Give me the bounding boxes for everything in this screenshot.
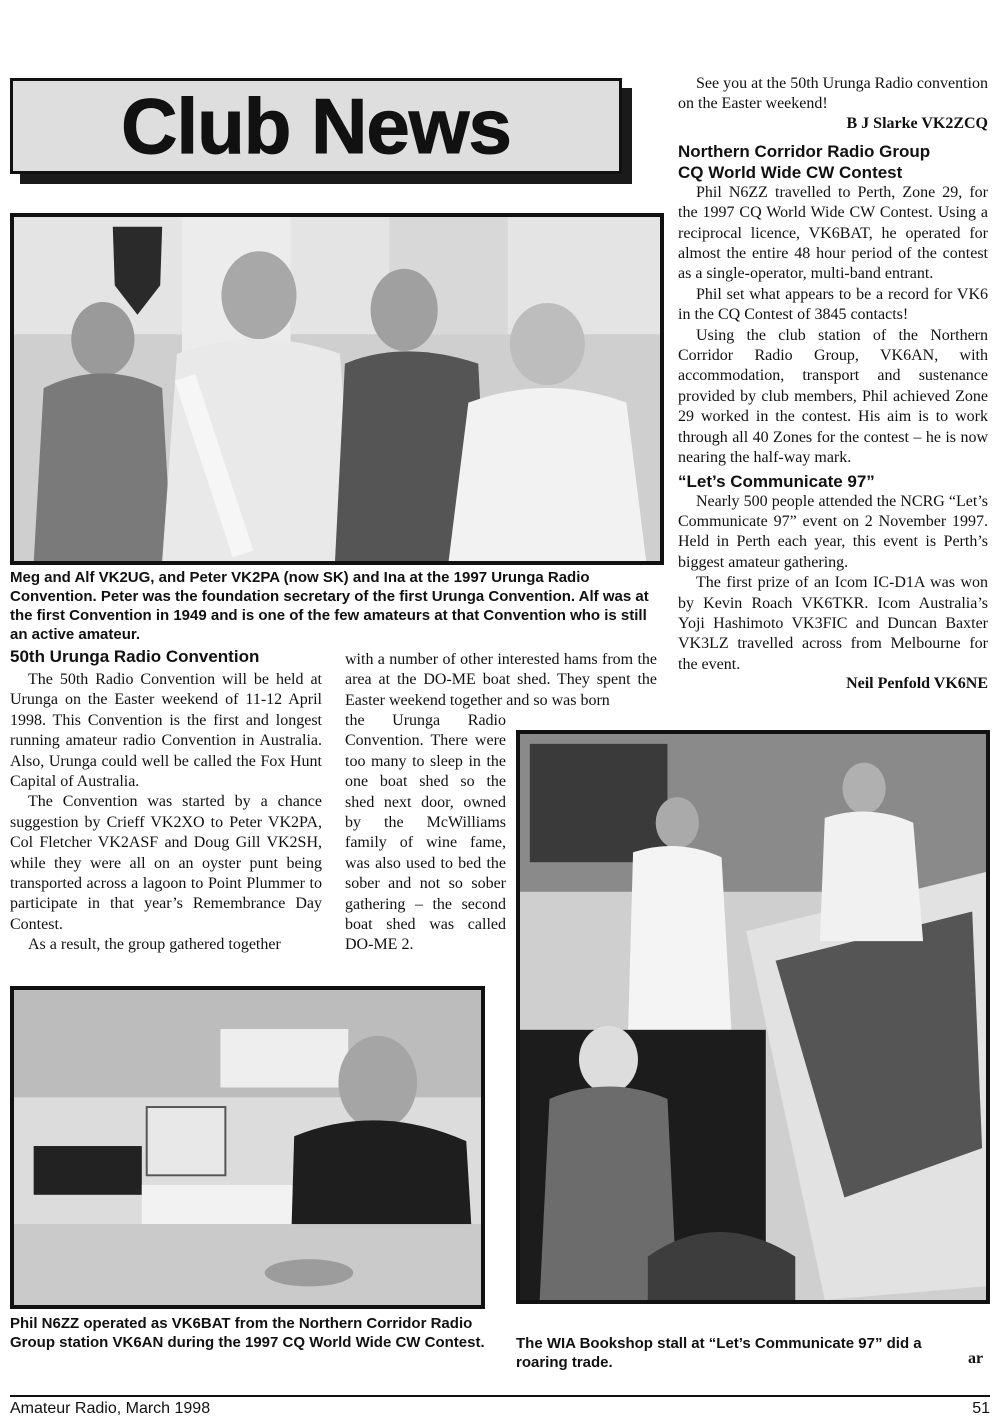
bookshop-photo-image [520, 734, 986, 1300]
operator-photo-image [14, 990, 481, 1305]
closing-text: See you at the 50th Urunga Radio convention on the Easter weekend! [678, 75, 988, 113]
ncrg-paragraph: Phil N6ZZ travelled to Perth, Zone 29, for the 1997 CQ World Wide CW Contest. Using a reciprocal licence, VK6BAT, he operated for almost the entire 48 hour period of the contest as a single-operator, multi-band entrant. [678, 183, 988, 283]
urunga-column-2-narrow [345, 711, 506, 956]
lets-communicate-heading: “Let’s Communicate 97” [678, 471, 875, 491]
urunga-column-2-wide [345, 650, 657, 711]
urunga-heading: 50th Urunga Radio Convention [10, 647, 260, 666]
lc-paragraph: The first prize of an Icom IC-D1A was won by Kevin Roach VK6TKR. Icom Australia’s Yoji Hashimoto VK3FIC and Duncan Baxter VK3LZ travelled across from Melbourne for the event. [678, 574, 988, 673]
signature-slarke: B J Slarke VK2ZCQ [846, 114, 988, 132]
urunga-paragraph: The 50th Radio Convention will be held at Urunga on the Easter weekend of 11-12 April 1998. This Convention is the first and longest running amateur radio Convention in Australia. Also, Urunga could well be called the Fox Hunt Capital of Australia. [10, 671, 322, 791]
urunga-paragraph: As a result, the group gathered together [28, 936, 281, 954]
club-news-banner [10, 78, 636, 186]
urunga-continuation: with a number of other interested hams from the area at the DO-ME boat shed. They spent the Easter weekend together and so was born [345, 651, 657, 709]
signature-penfold: Neil Penfold VK6NE [846, 675, 988, 693]
lc-paragraph: Nearly 500 people attended the NCRG “Let’s Communicate 97” event on 2 November 1997. Held in Perth each year, this event is Perth’s biggest amateur gathering. [678, 492, 988, 571]
urunga-column-1 [10, 670, 322, 956]
banner-title: Club News [121, 81, 511, 170]
group-photo-image [14, 217, 660, 561]
convention-group-photo [10, 213, 664, 565]
publication-title: Amateur Radio, March 1998 [10, 1400, 211, 1417]
bookshop-photo [516, 730, 990, 1304]
ncrg-paragraph: Phil set what appears to be a record for VK6 in the CQ Contest of 3845 contacts! [678, 285, 988, 324]
page-footer [10, 1395, 990, 1419]
ncrg-heading: Northern Corridor Radio Group [678, 141, 931, 161]
bookshop-photo-caption: The WIA Bookshop stall at “Let’s Communicate 97” did a roaring trade. [516, 1335, 922, 1371]
right-top-section [678, 74, 988, 693]
group-photo-caption: Meg and Alf VK2UG, and Peter VK2PA (now SK) and Ina at the 1997 Urunga Radio Convention. Peter was the foundation secretary of the first Urunga Convention. Alf was at the first Convention in 1949 and is one of the few amateurs at that Convention who is still an active amateur. [10, 569, 649, 643]
cq-contest-heading: CQ World Wide CW Contest [678, 162, 903, 182]
urunga-continuation-narrow: the Urunga Radio Convention. There were too many to sleep in the one boat shed so the shed next door, owned by the McWilliams family of wine fame, was also used to bed the sober and not so sober gathering – the second boat shed was called DO-ME 2. [345, 712, 506, 954]
ncrg-article [678, 183, 988, 469]
ncrg-paragraph: Using the club station of the Northern Corridor Radio Group, VK6AN, with accommodation, transport and sustenance provided by club members, Phil achieved Zone 29 worked in the contest. His aim is to work through all 40 Zones for the contest – he is now nearing the half-way mark. [678, 326, 988, 467]
operator-photo-caption: Phil N6ZZ operated as VK6BAT from the Northern Corridor Radio Group station VK6AN during the 1997 CQ World Wide CW Contest. [10, 1315, 485, 1351]
lets-communicate-article [678, 492, 988, 676]
operator-photo [10, 986, 485, 1309]
article-end-mark: ar [968, 1350, 984, 1367]
page-number: 51 [972, 1400, 990, 1417]
urunga-paragraph: The Convention was started by a chance suggestion by Crieff VK2XO to Peter VK2PA, Col Fletcher VK2ASF and Doug Gill VK2SH, while they were all on an oyster punt being transported across a lagoon to Point Plummer to participate in that year’s Remembrance Day Contest. [10, 793, 322, 933]
closing-paragraph [678, 74, 988, 115]
banner-box [10, 78, 622, 174]
